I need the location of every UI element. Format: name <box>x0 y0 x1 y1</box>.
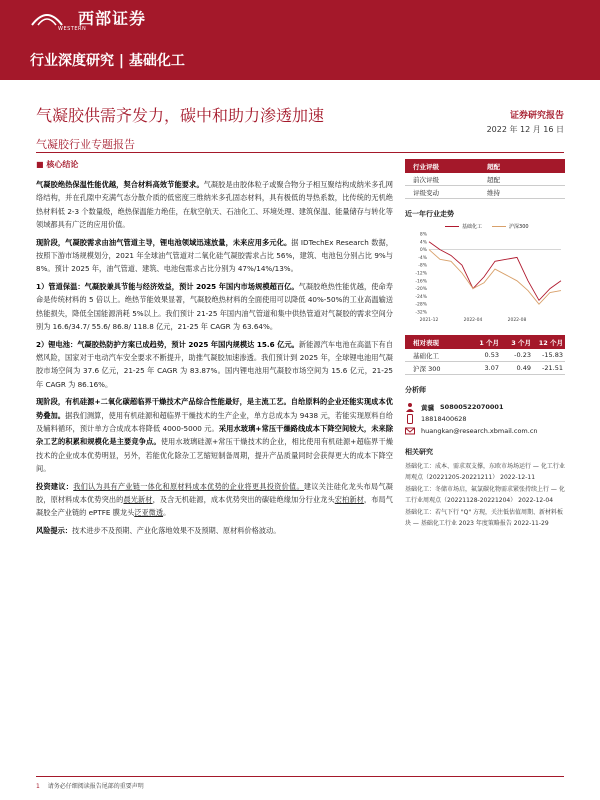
analyst-info <box>405 401 565 437</box>
paragraph: 风险提示：技术进步不及预期、产业化落地效果不及预期、原材料价格波动。 <box>36 526 281 536</box>
y-tick-label: -4% <box>418 255 427 261</box>
perf-row: 沪深 300 3.07 0.49 -21.51 <box>405 362 565 375</box>
y-tick-label: 4% <box>419 240 427 246</box>
person-icon <box>405 402 415 412</box>
y-tick-label: -16% <box>415 279 427 285</box>
trend-chart <box>405 230 565 325</box>
doc-subtitle: 气凝胶行业专题报告 <box>36 138 135 151</box>
brand-en: WESTERN <box>58 26 87 32</box>
page-number: 1 <box>36 783 40 790</box>
mail-icon <box>405 426 415 436</box>
analyst-email[interactable]: huangkan@research.xbmail.com.cn <box>421 427 538 435</box>
divider <box>36 152 564 153</box>
related-label: 相关研究 <box>405 448 433 456</box>
analyst-label: 分析师 <box>405 386 426 394</box>
brand-cn: 西部证券 <box>78 9 147 28</box>
related-item[interactable]: 基础化工：若气下行 "Q" 方现，关注低估值周期、新材料板块 — 基础化工行业 2023 年度策略报告 2022-11-29 <box>405 509 564 527</box>
legend-item: 沪深300 <box>492 223 529 230</box>
perf-header: 相对表现 1 个月 3 个月 12 个月 <box>405 335 565 349</box>
related-list <box>405 461 565 529</box>
report-type-label: 证券研究报告 <box>509 111 564 121</box>
y-tick-label: 8% <box>419 232 427 238</box>
related-item[interactable]: 基础化工：成本、需求双支撑，东欧市场场运行 — 化工行业周观点（20221205-20221211） 2022-12-11 <box>405 463 565 481</box>
paragraph: 2）锂电池：气凝胶热防护方案已成趋势，预计 2025 年国内规模达 15.6 亿元。新能源汽车电池在高温下有自燃风险，国家对于电动汽车安全要求不断提升，助推气凝胶加速渗透。我们预计到 2025 年，全球锂电池用气凝胶市场空间为 37.6 亿元，21-25 年 CAGR 为 83.87%。国内锂电池用气凝胶市场空间为 15.6 亿元，21-25 年 CAGR 为 86.16%。 <box>36 339 393 389</box>
series-line-0 <box>429 242 561 300</box>
report-category: 行业深度研究 | 基础化工 <box>30 53 185 69</box>
perf-row: 基础化工 0.53 -0.23 -15.83 <box>405 349 565 362</box>
report-date: 2022 年 12 月 16 日 <box>486 125 564 134</box>
y-tick-label: -28% <box>415 302 427 308</box>
paragraph: 投资建议：我们认为具有产业链一体化和原材料成本优势的企业将更具投资价值。建议关注硅化龙头布局气凝胶，原材料成本优势突出的晨光新材，及含无机硅源，成本优势突出的碳硅绝缘加分行业龙头宏柏新材，布局气凝胶全产业链的 ePTFE 膜龙头泛亚微透。 <box>36 481 393 518</box>
sidebar <box>405 159 565 530</box>
y-tick-label: -8% <box>418 263 427 269</box>
footer <box>36 781 144 790</box>
paragraph: 1）管道保温：气凝胶兼具节能与经济效益，预计 2025 年国内市场规模超百亿。气凝胶绝热性能优越，使命寿命是传统材料的 5 倍以上。绝热节能效果显著，气凝胶绝热材料的全面使用可以降低 40%-50%的工业高温输送热能损失，降低全国能源消耗 5%以上。我们预计 21-25 年国内油气管道和集中供热管道对气凝胶的需求空间分别为 16.6/34.7/ 55.6/ 86.8/ 118.8 亿元，21-25 年 CAGR 为 63.64%。 <box>36 282 393 331</box>
footer-divider <box>36 776 564 777</box>
analyst-cert: S0800522070001 <box>440 403 504 411</box>
analyst-name: 黄骥 <box>421 403 434 412</box>
chart-legend <box>445 223 565 230</box>
related-item[interactable]: 基础化工：冬储市场启，氟氯碳化物需求紧张持续上行 — 化工行业周观点（20221128-20221204） 2022-12-04 <box>405 486 565 504</box>
legend-item: 基础化工 <box>445 223 482 230</box>
main-text <box>36 178 393 542</box>
y-tick-label: 0% <box>419 248 427 254</box>
y-tick-label: -12% <box>415 271 427 277</box>
series-line-1 <box>429 250 561 305</box>
trend-label: 近一年行业走势 <box>405 210 454 218</box>
paragraph: 气凝胶绝热保温性能优越，契合材料高效节能要求。气凝胶是由胶体粒子或聚合物分子相互聚结构成纳米多孔网络结构，并在孔隙中充满气态分散介质的低密度三维纳米多孔固态材料，具有极低的导热系数，比传统的无机绝热材料低 2-3 个数量级，绝热保温能力绝佳，在航空航天、石油化工、环境处理、建筑保温、能量储存与转化等领域都具有广泛的应用价值。 <box>36 180 393 229</box>
header-banner <box>0 0 600 80</box>
y-tick-label: -24% <box>415 294 427 300</box>
company-logo <box>30 6 147 32</box>
x-tick-label: 2022-04 <box>463 318 483 323</box>
doc-title: 气凝胶供需齐发力，碳中和助力渗透加速 <box>36 106 325 125</box>
analyst-phone: 18818400628 <box>421 415 467 423</box>
paragraph: 现阶段，有机硅源+二氧化碳超临界干燥技术产品综合性能最好，是主流工艺。自给原料的企业还能实现成本优势叠加。据我们测算，使用有机硅源和超临界干燥技术的生产企业，单方总成本为 9438 元，若能实现原料自给及辅料循环，预计单方合成成本将降低 4000-5000 元。采用水玻璃+常压干燥路线成本下降空间较大，未来除杂工艺的积累和规模化是主要竞争点。使用水玻璃硅源+常压干燥技术的企业，相比使用有机硅源+超临界干燥技术的企业成本优势明显，另外，若能优化除杂工艺缩短制备周期，提升产品质量同时会获得更大的成本下降空间。 <box>36 397 394 473</box>
rating-row: 评级变动 维持 <box>405 186 565 199</box>
y-tick-label: -32% <box>415 310 427 316</box>
paragraph: 现阶段，气凝胶需求由油气管道主导，锂电池领域迅速放量，未来应用多元化。据 IDTechEx Research 数据，按照下游市场规模划分，2021 年全球油气管道对二氧化硅气凝胶需求占比 56%，建筑、电池包分别占比 9%与 8%。预计 2025 年，油气管道、建筑、电池包需求占比分别为 47%/14%/13%。 <box>36 237 393 274</box>
rating-row: 前次评级 超配 <box>405 173 565 186</box>
x-tick-label: 2022-08 <box>507 318 527 323</box>
y-tick-label: -20% <box>415 287 427 293</box>
rating-header: 行业评级 超配 <box>405 159 565 173</box>
core-heading: ■ 核心结论 <box>36 160 79 169</box>
x-tick-label: 2021-12 <box>419 318 439 323</box>
phone-icon <box>405 414 415 424</box>
footer-note: 请务必仔细阅读报告尾部的重要声明 <box>47 783 144 790</box>
